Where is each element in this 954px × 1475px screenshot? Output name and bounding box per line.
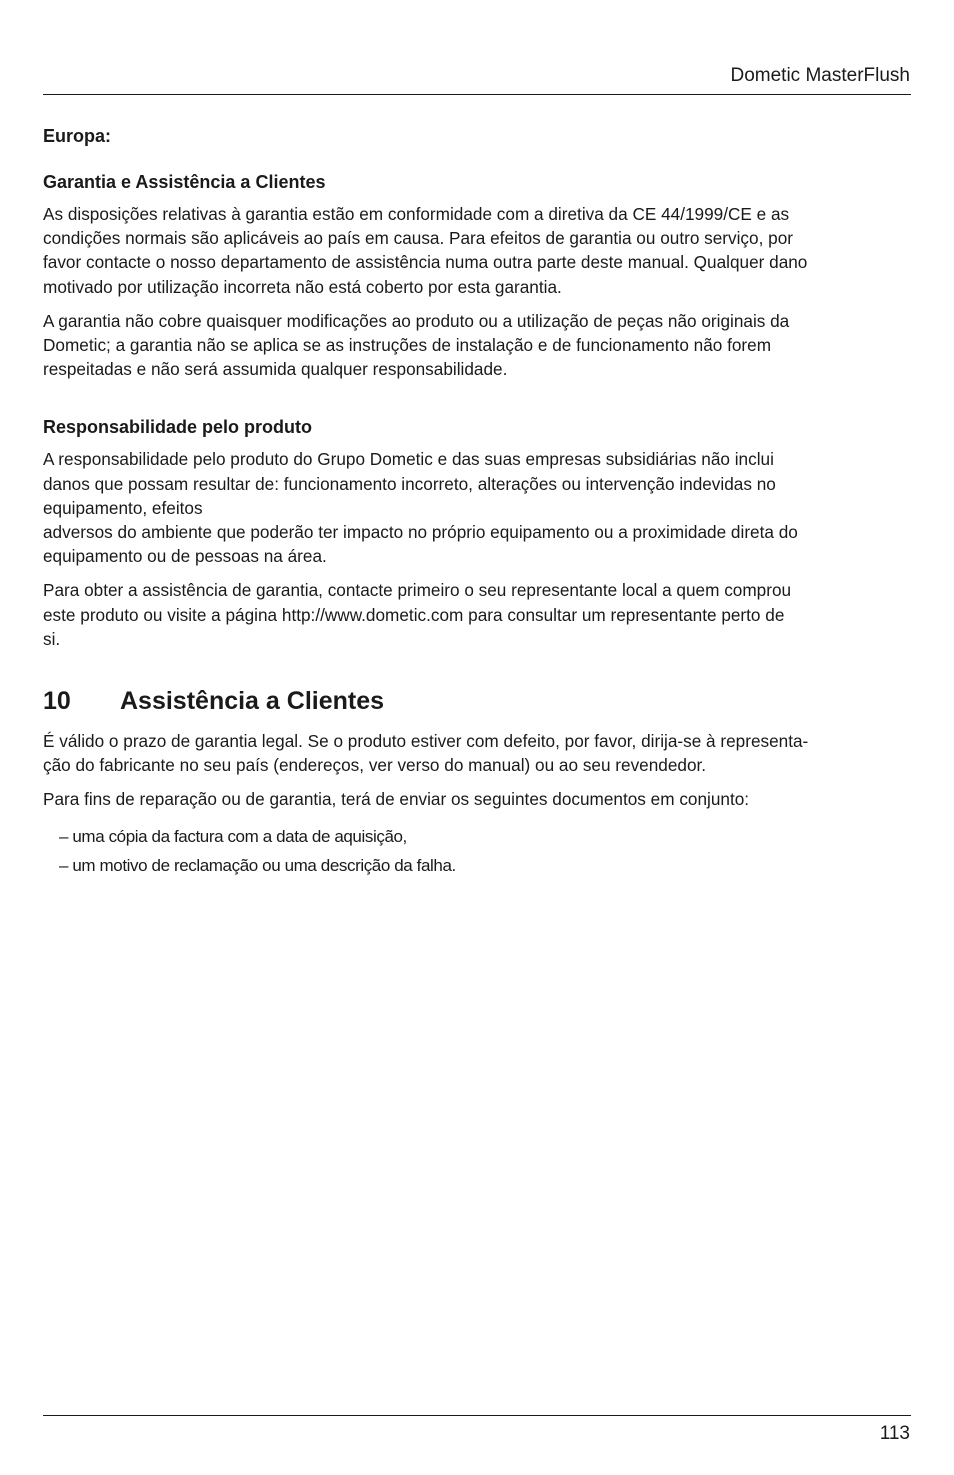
liability-heading: Responsabilidade pelo produto	[43, 417, 313, 438]
warranty-heading: Garantia e Assistência a Clientes	[43, 172, 326, 192]
text-line: As disposições relativas à garantia estão em conformidade com a diretiva da CE 44/1999/CE e as	[43, 204, 790, 224]
region-heading: Europa:	[43, 126, 112, 146]
section-spacer	[43, 661, 911, 685]
text-line: condições normais são aplicáveis ao país em causa. Para efeitos de garantia ou outro serviço, por	[43, 228, 793, 249]
list-item: – um motivo de reclamação ou uma descrição da falha.	[59, 855, 456, 875]
section-spacer	[43, 391, 911, 415]
header-rule	[43, 94, 911, 95]
text-line: respeitadas e não será assumida qualquer responsabilidade.	[43, 359, 508, 380]
liability-paragraph-2	[43, 578, 911, 651]
chapter-number: 10	[43, 687, 71, 716]
text-line: este produto ou visite a página http://www.dometic.com para consultar um representante perto de	[43, 604, 785, 625]
text-line: favor contacte o nosso departamento de assistência numa outra parte deste manual. Qualquer dano	[43, 252, 808, 273]
page-content	[43, 124, 911, 880]
page-number: 113	[879, 1423, 910, 1444]
running-header-title: Dometic MasterFlush	[730, 65, 910, 86]
text-line: adversos do ambiente que poderão ter impacto no próprio equipamento ou a proximidade direta do	[43, 522, 798, 543]
text-line: É válido o prazo de garantia legal. Se o produto estiver com defeito, por favor, dirija-se à representa-	[43, 731, 809, 752]
footer-rule	[43, 1415, 911, 1416]
text-line: A responsabilidade pelo produto do Grupo Dometic e das suas empresas subsidiárias não inclui	[43, 449, 774, 470]
text-line: equipamento, efeitos	[43, 497, 203, 518]
text-line: ção do fabricante no seu país (endereços, ver verso do manual) ou ao seu revendedor.	[43, 755, 707, 776]
chapter-title: Assistência a Clientes	[120, 687, 385, 716]
text-line: Para obter a assistência de garantia, contacte primeiro o seu representante local a quem comprou	[43, 580, 792, 601]
documents-list	[43, 822, 911, 880]
chapter-heading	[43, 685, 911, 717]
text-line: equipamento ou de pessoas na área.	[43, 546, 327, 567]
chapter-paragraph-1	[43, 729, 911, 777]
warranty-paragraph-1	[43, 202, 911, 299]
warranty-paragraph-2	[43, 309, 911, 382]
text-line: danos que possam resultar de: funcionamento incorreto, alterações ou intervenção indevidas no	[43, 473, 776, 494]
text-line: si.	[43, 628, 61, 649]
list-item: – uma cópia da factura com a data de aquisição,	[59, 826, 407, 846]
text-line: Dometic; a garantia não se aplica se as instruções de instalação e de funcionamento não forem	[43, 335, 772, 356]
text-line: A garantia não cobre quaisquer modificações ao produto ou a utilização de peças não originais da	[43, 310, 790, 331]
liability-paragraph-1	[43, 447, 911, 568]
text-line: motivado por utilização incorreta não está coberto por esta garantia.	[43, 276, 562, 297]
chapter-paragraph-2: Para fins de reparação ou de garantia, terá de enviar os seguintes documentos em conjunto:	[43, 789, 750, 810]
